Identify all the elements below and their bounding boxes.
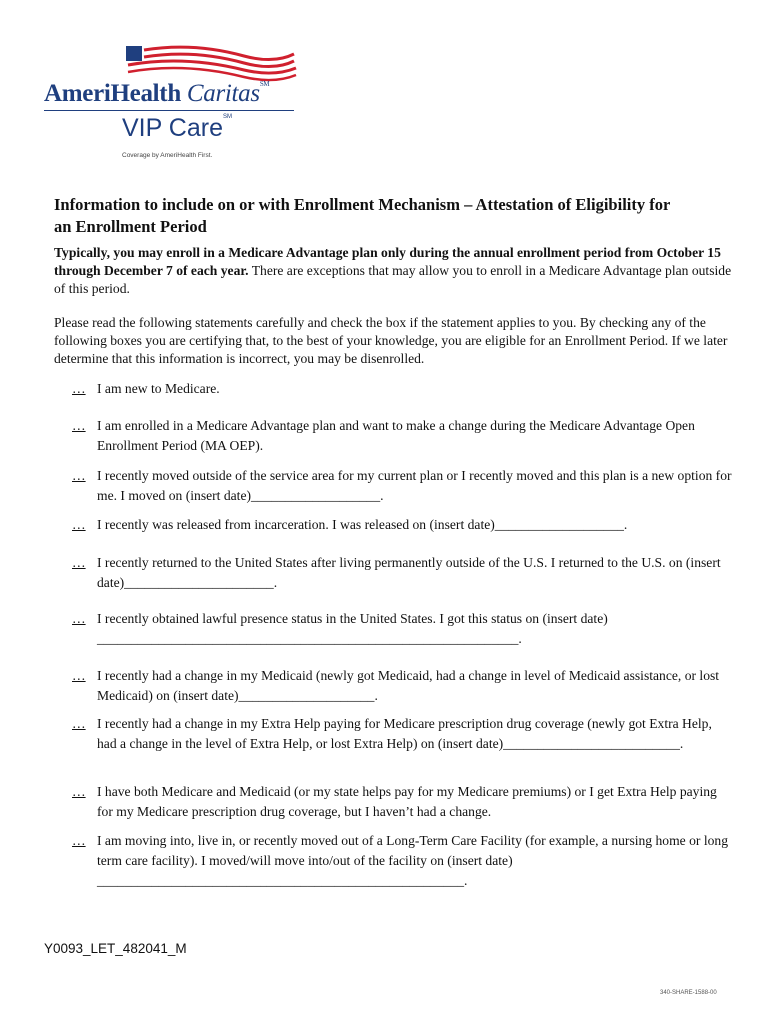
checkbox-mark[interactable]: … (72, 468, 86, 483)
checkbox-item[interactable] (72, 609, 732, 649)
checkbox-mark[interactable]: … (72, 716, 86, 731)
checkbox-item-text: I recently was released from incarceration. I was released on (insert date)___________________. (97, 517, 628, 532)
checkbox-item-text: I am enrolled in a Medicare Advantage plan and want to make a change during the Medicare Advantage Open Enrollment Period (MA OEP). (97, 418, 695, 453)
checkbox-mark[interactable]: … (72, 555, 86, 570)
checkbox-item[interactable] (72, 515, 732, 535)
checkbox-item-text: I recently returned to the United States after living permanently outside of the U.S. I returned to the U.S. on (insert date)______________________. (97, 555, 721, 590)
checkbox-item[interactable] (72, 466, 732, 506)
brand-italic: Caritas (186, 80, 260, 107)
product-name (122, 114, 232, 143)
checkbox-mark[interactable]: … (72, 381, 86, 396)
amerihealth-caritas-logo (44, 44, 304, 168)
checkbox-mark[interactable]: … (72, 784, 86, 799)
product-mark: SM (222, 114, 232, 120)
document-code: Y0093_LET_482041_M (44, 941, 187, 956)
brand-main: AmeriHealth (44, 80, 181, 107)
checkbox-mark[interactable]: … (72, 668, 86, 683)
checkbox-item[interactable] (72, 553, 732, 593)
checkbox-item-text: I recently obtained lawful presence status in the United States. I got this status on (insert date) ______________________________________________________________. (97, 611, 608, 646)
instructions-paragraph: Please read the following statements carefully and check the box if the statement applies to you. By checking any of the following boxes you are certifying that, to the best of your knowledge, you are eligible for an Enrollment Period. If we later determine that this information is incorrect, you may be disenrolled. (54, 315, 728, 366)
checkbox-item-text: I recently had a change in my Extra Help paying for Medicare prescription drug coverage (newly got Extra Help, had a change in the level of Extra Help, or lost Extra Help) on (insert date)__________________________. (97, 716, 712, 751)
checkbox-item-text: I recently moved outside of the service area for my current plan or I recently moved and this plan is a new option for me. I moved on (insert date)___________________. (97, 468, 732, 503)
intro-paragraph (54, 244, 734, 298)
checkbox-item[interactable] (72, 666, 732, 706)
checkbox-item[interactable] (72, 782, 732, 822)
checkbox-item[interactable] (72, 714, 732, 754)
brand-trademark: SM (259, 80, 270, 88)
checkbox-item[interactable] (72, 379, 732, 399)
checkbox-item[interactable] (72, 416, 732, 456)
product-label: VIP Care (122, 114, 223, 142)
flag-icon (44, 44, 304, 84)
logo-tagline: Coverage by AmeriHealth First. (122, 152, 213, 159)
checkbox-item-text: I recently had a change in my Medicaid (newly got Medicaid, had a change in level of Medicaid assistance, or lost Medicaid) on (insert date)____________________. (97, 668, 720, 703)
checkbox-item-text: I am new to Medicare. (97, 381, 220, 396)
checkbox-mark[interactable]: … (72, 611, 86, 626)
form-code: 340-SHARE-1588-00 (660, 990, 717, 996)
checkbox-item[interactable] (72, 831, 732, 891)
brand-name (44, 80, 269, 108)
checkbox-mark[interactable]: … (72, 833, 86, 848)
intro-normal: There are exceptions that may allow you to enroll in a Medicare Advantage plan outside of this period. (54, 263, 732, 296)
checkbox-item-text: I am moving into, live in, or recently moved out of a Long-Term Care Facility (for example, a nursing home or long term care facility). I moved/will move into/out of the facility on (insert date) ______________________________________________________. (97, 833, 728, 888)
page-title: Information to include on or with Enrollment Mechanism – Attestation of Eligibility for an Enrollment Period (54, 195, 671, 236)
checkbox-mark[interactable]: … (72, 418, 86, 433)
intro-bold: Typically, you may enroll in a Medicare Advantage plan only during the annual enrollment period from October 15 through December 7 of each year. (54, 245, 721, 278)
checkbox-mark[interactable]: … (72, 517, 86, 532)
checkbox-item-text: I have both Medicare and Medicaid (or my state helps pay for my Medicare premiums) or I get Extra Help paying for my Medicare prescription drug coverage, but I haven’t had a change. (97, 784, 717, 819)
logo-divider (44, 110, 294, 111)
